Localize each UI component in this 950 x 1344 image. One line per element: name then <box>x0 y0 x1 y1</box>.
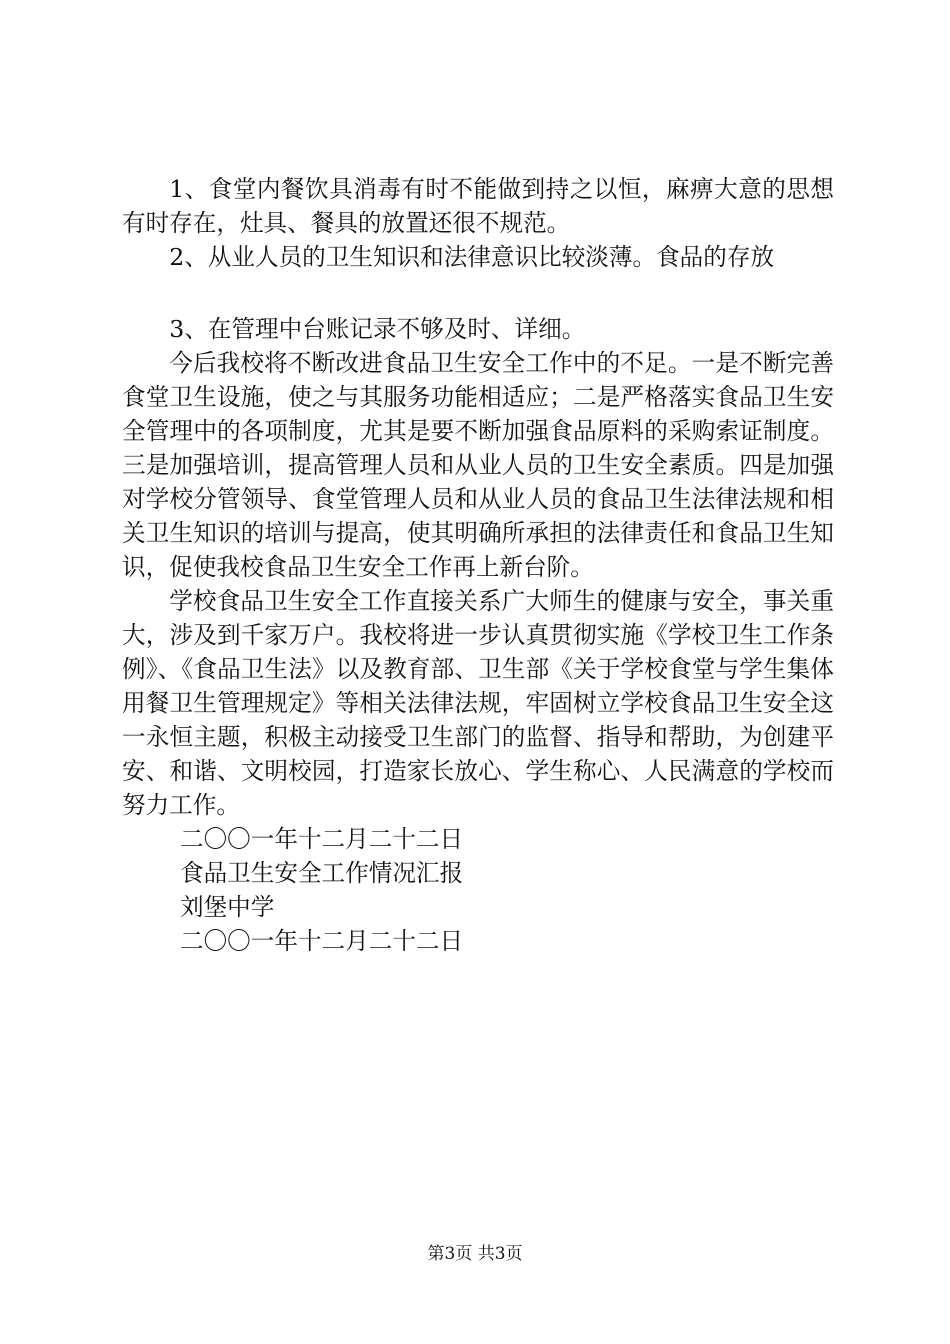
page-footer: 第3页 共3页 <box>427 1244 523 1264</box>
school-name-line: 刘堡中学 <box>180 893 275 921</box>
paragraph-issue-3: 3、在管理中台账记录不够及时、详细。 <box>169 315 586 343</box>
paragraph-issue-1: 1、食堂内餐饮具消毒有时不能做到持之以恒，麻痹大意的思想有时存在，灶具、餐具的放置还很不规范。 <box>122 175 834 237</box>
blank-line <box>122 274 834 312</box>
report-title-line: 食品卫生安全工作情况汇报 <box>180 859 464 887</box>
document-body <box>122 172 834 958</box>
date-line: 二〇〇一年十二月二十二日 <box>180 825 464 853</box>
date-line-final: 二〇〇一年十二月二十二日 <box>180 927 464 955</box>
paragraph-improvements: 今后我校将不断改进食品卫生安全工作中的不足。一是不断完善食堂卫生设施，使之与其服务功能相适应；二是严格落实食品卫生安全管理中的各项制度，尤其是要不断加强食品原料的采购索证制度。三是加强培训，提高管理人员和从业人员的卫生安全素质。四是加强对学校分管领导、食堂管理人员和从业人员的食品卫生法律法规和相关卫生知识的培训与提高，使其明确所承担的法律责任和食品卫生知识，促使我校食品卫生安全工作再上新台阶。 <box>122 349 834 581</box>
paragraph-issue-2: 2、从业人员的卫生知识和法律意识比较淡薄。食品的存放 <box>169 243 775 271</box>
paragraph-conclusion: 学校食品卫生安全工作直接关系广大师生的健康与安全，事关重大，涉及到千家万户。我校将进一步认真贯彻实施《学校卫生工作条例》、《食品卫生法》以及教育部、卫生部《关于学校食堂与学生集体用餐卫生管理规定》等相关法律法规，牢固树立学校食品卫生安全这一永恒主题，积极主动接受卫生部门的监督、指导和帮助，为创建平安、和谐、文明校园，打造家长放心、学生称心、人民满意的学校而努力工作。 <box>122 587 834 819</box>
